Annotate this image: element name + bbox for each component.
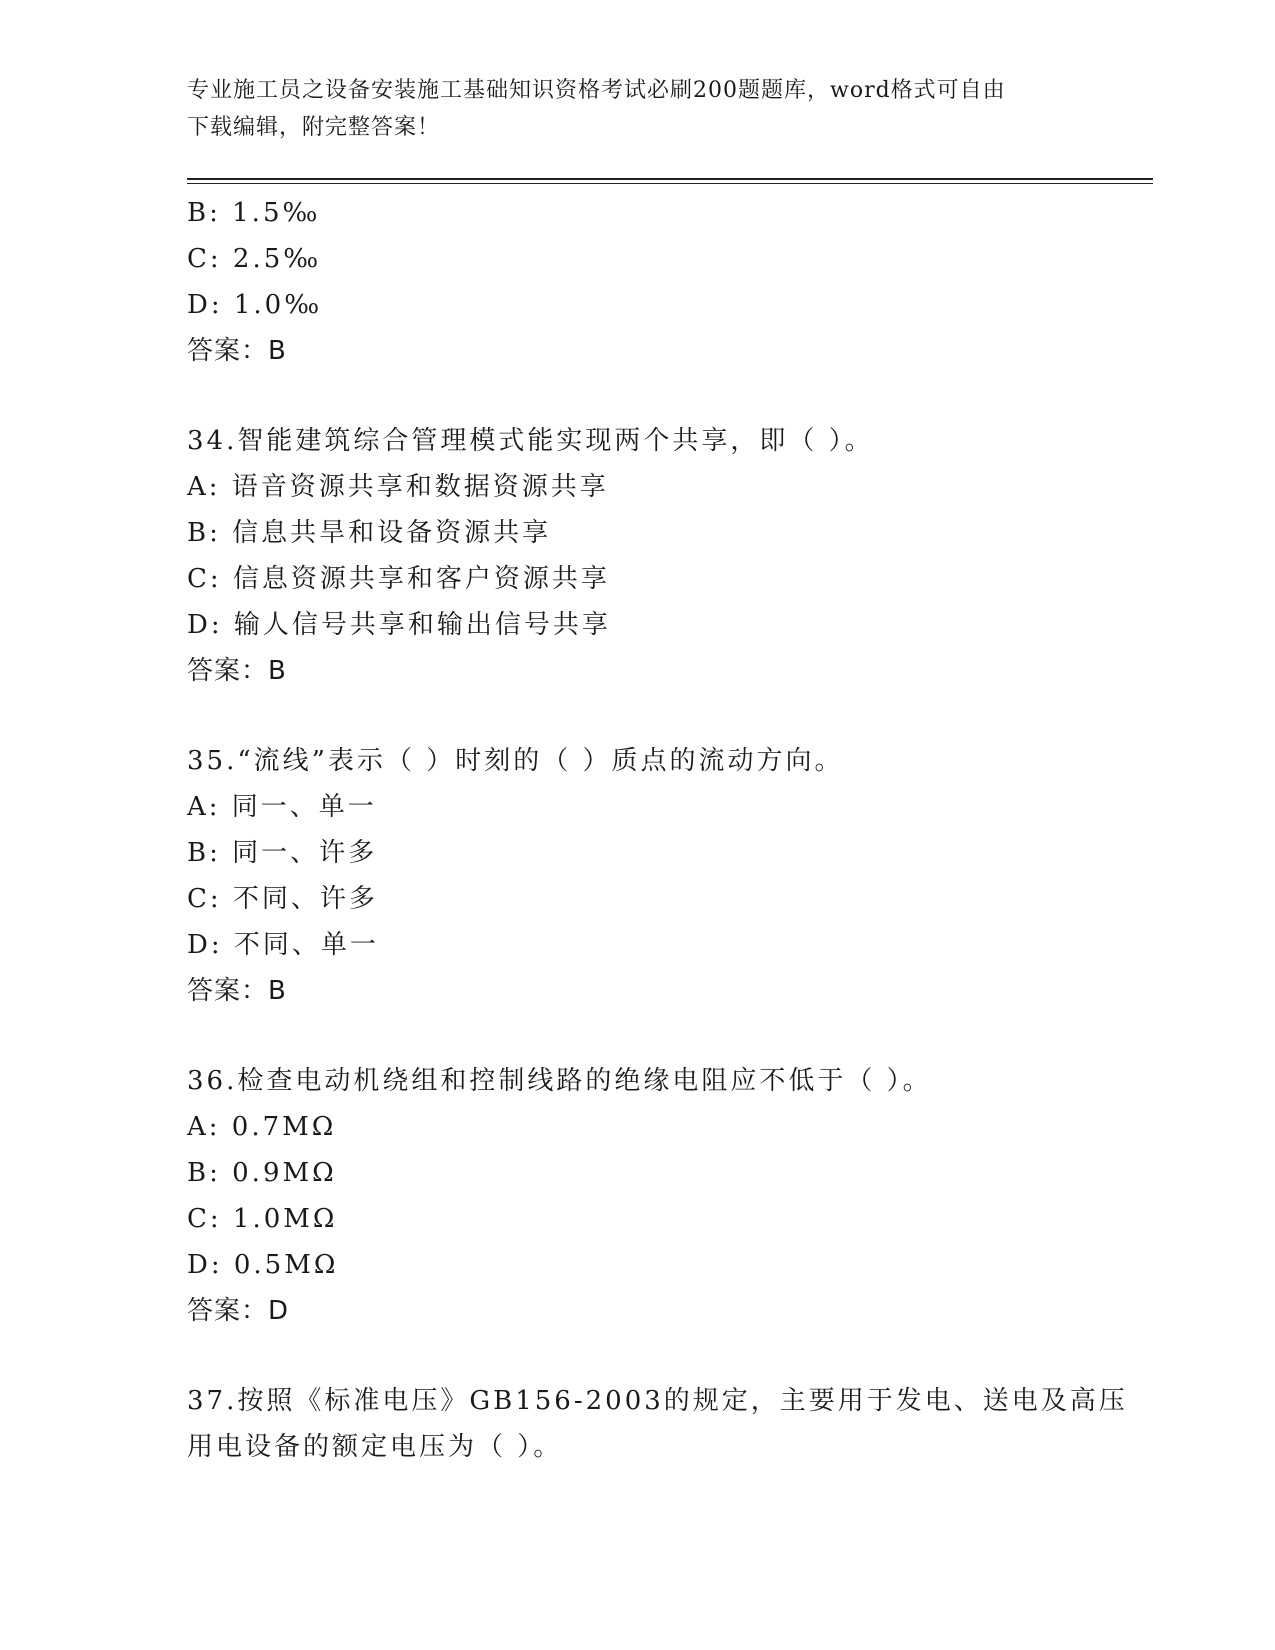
question-35 [187, 738, 1147, 1014]
option-d: D: 不同、单一 [187, 930, 379, 960]
question-36 [187, 1058, 1147, 1334]
answer: 答案：D [187, 1296, 290, 1326]
option-c: C: 不同、许多 [187, 884, 378, 914]
option-d: D: 0.5MΩ [187, 1250, 339, 1280]
question-33-continued [187, 190, 1147, 374]
option-b: B: 1.5‰ [187, 198, 321, 228]
question-text-line-1: 37.按照《标准电压》GB156-2003的规定，主要用于发电、送电及高压 [187, 1386, 1128, 1416]
question-text: 36.检查电动机绕组和控制线路的绝缘电阻应不低于（ ）。 [187, 1066, 932, 1096]
question-list [187, 190, 1147, 1470]
option-d: D: 输人信号共享和输出信号共享 [187, 610, 611, 640]
question-text: 35.“流线”表示（ ）时刻的（ ）质点的流动方向。 [187, 746, 844, 776]
answer: 答案：B [187, 976, 287, 1006]
option-c: C: 2.5‰ [187, 244, 322, 274]
option-b: B: 信息共旱和设备资源共享 [187, 518, 552, 548]
header-line-2: 下载编辑，附完整答案！ [187, 115, 441, 140]
header-rule-thin [187, 183, 1153, 184]
option-a: A: 0.7MΩ [187, 1112, 337, 1142]
header-line-1: 专业施工员之设备安装施工基础知识资格考试必刷200题题库，word格式可自由 [187, 78, 1006, 103]
answer: 答案：B [187, 336, 287, 366]
question-37 [187, 1378, 1147, 1470]
question-text: 34.智能建筑综合管理模式能实现两个共享，即（ ）。 [187, 426, 874, 456]
option-c: C: 1.0MΩ [187, 1204, 338, 1234]
document-header [187, 72, 1067, 146]
answer: 答案：B [187, 656, 287, 686]
option-a: A: 同一、单一 [187, 792, 377, 822]
question-text-line-2: 用电设备的额定电压为（ ）。 [187, 1432, 563, 1462]
option-b: B: 同一、许多 [187, 838, 378, 868]
option-b: B: 0.9MΩ [187, 1158, 337, 1188]
option-a: A: 语音资源共享和数据资源共享 [187, 472, 609, 502]
question-34 [187, 418, 1147, 694]
option-c: C: 信息资源共享和客户资源共享 [187, 564, 610, 594]
header-rule-thick [187, 178, 1153, 180]
option-d: D: 1.0‰ [187, 290, 323, 320]
